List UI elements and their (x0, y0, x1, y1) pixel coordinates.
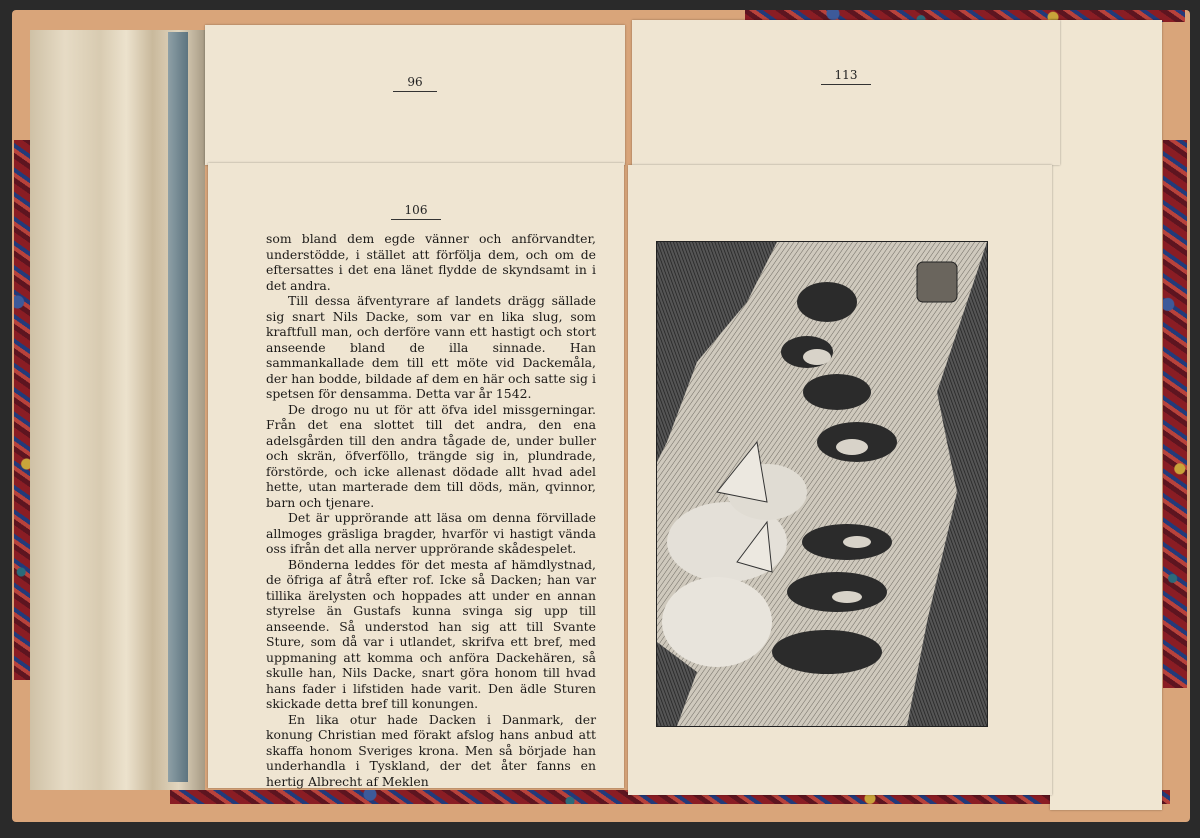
page-106 (208, 163, 624, 788)
paragraph: Det är upprörande att läsa om denna förvillade allmoges gräsliga bragder, hvarför vi hastigt vända oss ifrån det alla nerver upprörande skådespelet. (266, 510, 596, 556)
body-text (266, 231, 596, 789)
right-flap-page (1050, 20, 1162, 810)
illustration-page (628, 165, 1052, 795)
spine-strip (168, 32, 188, 782)
page-96 (205, 25, 625, 165)
engraving-image (657, 242, 987, 726)
paragraph: De drogo nu ut för att öfva idel missgerningar. Från det ena slottet till det andra, den ena adelsgården till den andra tågade de, under buller och skrän, öfverföllo, trängde sig in, plundrade, förstörde, och icke allenast dödade allt hvad adel hette, utan marterade dem till döds, män, qvinnor, barn och tjenare. (266, 401, 596, 510)
paragraph: Bönderna leddes för det mesta af hämdlystnad, de öfriga af åtrå efter rof. Icke så Dacken; han var tillika ärelysten och hoppades att under en annan styrelse än Gustafs kunna svinga sig upp till anseende. Så understod han sig att till Svante Sture, som då var i utlandet, skrifva ett bref, med uppmaning att komma och anföra Dackehären, så skulle han, Nils Dacke, snart göra honom till hvad hans fader i lifstiden hade varit. Den ädle Sturen skickade detta bref till konungen. (266, 556, 596, 711)
page-number-96: 96 (393, 75, 436, 92)
page-number-113: 113 (821, 68, 872, 85)
paragraph: Till dessa äfventyrare af landets drägg sällade sig snart Nils Dacke, som var en lika slug, som kraftfull man, och derföre vann ett hastigt och stort anseende bland de illa sinnade. Han sammankallade dem till ett möte vid Dackemåla, der han bodde, bildade af dem en här och satte sig i spetsen för densamma. Detta var år 1542. (266, 293, 596, 401)
marbled-endpaper-right (1163, 140, 1187, 688)
engraving-illustration (656, 241, 988, 727)
paragraph: En lika otur hade Dacken i Danmark, der konung Christian med förakt afslog hans anbud att skaffa honom Sveriges krona. Men så började han underhandla i Tyskland, der det åter fanns en hertig Albrecht af Meklen (266, 711, 596, 789)
page-number-106: 106 (391, 203, 442, 220)
paragraph: som bland dem egde vänner och anförvandter, understödde, i stället att förfölja dem, och om de eftersattes i det ena länet flydde de skyndsamt in i det andra. (266, 231, 596, 293)
page-113 (632, 20, 1060, 165)
